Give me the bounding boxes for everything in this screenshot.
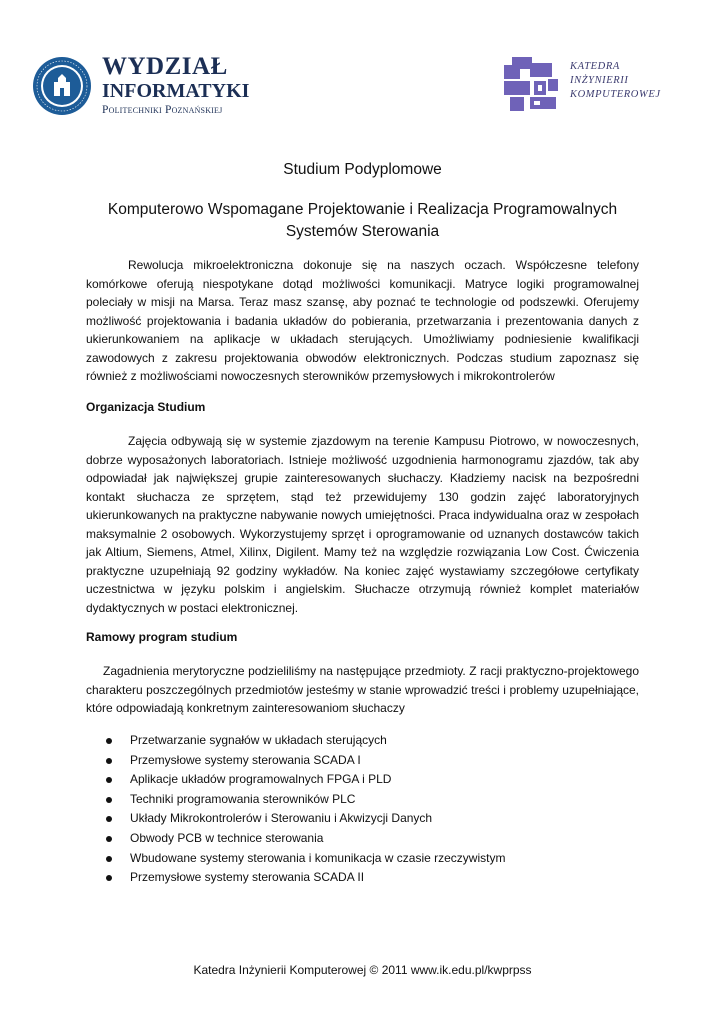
bullet-icon — [106, 856, 112, 862]
program-title-line1: Komputerowo Wspomagane Projektowanie i Realizacja Programowalnych — [107, 201, 618, 218]
list-item-text: Aplikacje układów programowalnych FPGA i PLD — [130, 772, 392, 787]
list-item-text: Przetwarzanie sygnałów w układach sterujących — [130, 733, 387, 747]
organization-text: Zajęcia odbywają się w systemie zjazdowym na terenie Kampusu Piotrowo, w nowoczesnych, dobrze wyposażonych laboratoriach. Istnieje możliwość uzgodnienia harmonogramu zjazdów, tak aby odpowiadał jak największej grupie zainteresowanych słuchaczy. Kładziemy nacisk na bezpośredni kontakt słuchacza ze sprzętem, stąd też przewidujemy 130 godzin zajęć laboratoryjnych ukierunkowanych na praktyczne nabywanie nowych umiejętności. Praca indywidualna oraz w zespołach maksymalnie 2 osobowych. Wykorzystujemy sprzęt i oprogramowanie od uznanych dostawców takich jak Altium, Siemens, Atmel, Xilinx, Digilent. Mamy też na względzie rozwiązania Low Cost. Ćwiczenia praktyczne uzupełniają 92 godziny wykładów. Na koniec zajęć wystawiamy szczegółowe certyfikaty uczestnictwa w języku polskim i angielskim. Słuchacze otrzymują również komplet materiałów dydaktycznych w postaci elektronicznej. — [86, 434, 639, 615]
department-name-line2: INŻYNIERII — [570, 75, 629, 86]
program-text: Zagadnienia merytoryczne podzieliliśmy na następujące przedmioty. Z racji praktyczno-projektowego charakteru poszczególnych przedmiotów jesteśmy w stanie wprowadzić treści i problemy uzupełniające, które odpowiadają konkretnym zainteresowaniom słuchaczy — [86, 664, 639, 715]
intro-text: Rewolucja mikroelektroniczna dokonuje się na naszych oczach. Współczesne telefony komórkowe oferują niespotykane dotąd możliwości komunikacji. Matryce logiki programowalnej poleciały w misji na Marsa. Teraz masz szansę, aby poznać te technologie od podszewki. Oferujemy możliwość projektowania i badania układów do pobierania, przetwarzania i prezentowania danych z ukierunkowaniem na aplikacje w układach sterujących. Umożliwiamy podniesienie kwalifikacji zawodowych z zakresu projektowania obwodów elektronicznych. Podczas studium zapoznasz się również z możliwościami nowoczesnych sterowników przemysłowych i mikrokontrolerów — [86, 258, 639, 383]
list-item-text: Układy Mikrokontrolerów i Sterowaniu i Akwizycji Danych — [130, 811, 433, 826]
bullet-icon — [106, 875, 112, 881]
faculty-name-line1: WYDZIAŁ — [102, 53, 228, 80]
page-footer: Katedra Inżynierii Komputerowej © 2011 www.ik.edu.pl/kwprpss — [193, 963, 532, 977]
organization-paragraph — [86, 432, 639, 617]
department-name-line3: KOMPUTEROWEJ — [570, 89, 661, 100]
bullet-icon — [106, 836, 112, 842]
list-item-text: Przemysłowe systemy sterowania SCADA I — [130, 752, 361, 767]
list-item — [86, 809, 639, 829]
list-item — [86, 849, 639, 869]
faculty-name-line3: Politechniki Poznańskiej — [102, 104, 223, 116]
list-item — [86, 751, 639, 771]
department-logo — [504, 57, 704, 117]
program-list — [86, 731, 639, 888]
list-item-text: Wbudowane systemy sterowania i komunikacja w czasie rzeczywistym — [130, 850, 506, 865]
bullet-icon — [106, 816, 112, 822]
bullet-icon — [106, 738, 112, 744]
document-title: Studium Podyplomowe — [283, 161, 442, 178]
list-item — [86, 731, 639, 751]
list-item — [86, 790, 639, 810]
list-item — [86, 770, 639, 790]
list-item-text: Techniki programowania sterowników PLC — [130, 791, 356, 806]
list-item-text: Przemysłowe systemy sterowania SCADA II — [130, 870, 365, 885]
list-item — [86, 868, 639, 888]
program-heading: Ramowy program studium — [86, 630, 238, 644]
university-seal-icon — [32, 56, 92, 116]
department-name-line1: KATEDRA — [570, 61, 620, 72]
program-paragraph — [86, 662, 639, 718]
bullet-icon — [106, 797, 112, 803]
organization-heading: Organizacja Studium — [86, 400, 206, 414]
faculty-logo — [32, 52, 282, 122]
program-title-line2: Systemów Sterowania — [285, 223, 440, 240]
program-title — [80, 199, 645, 243]
faculty-name-line2: INFORMATYKI — [102, 80, 250, 102]
intro-paragraph — [86, 256, 639, 386]
bullet-icon — [106, 777, 112, 783]
list-item-text: Obwody PCB w technice sterowania — [130, 830, 324, 845]
department-mark-icon — [504, 57, 558, 111]
list-item — [86, 829, 639, 849]
bullet-icon — [106, 758, 112, 764]
